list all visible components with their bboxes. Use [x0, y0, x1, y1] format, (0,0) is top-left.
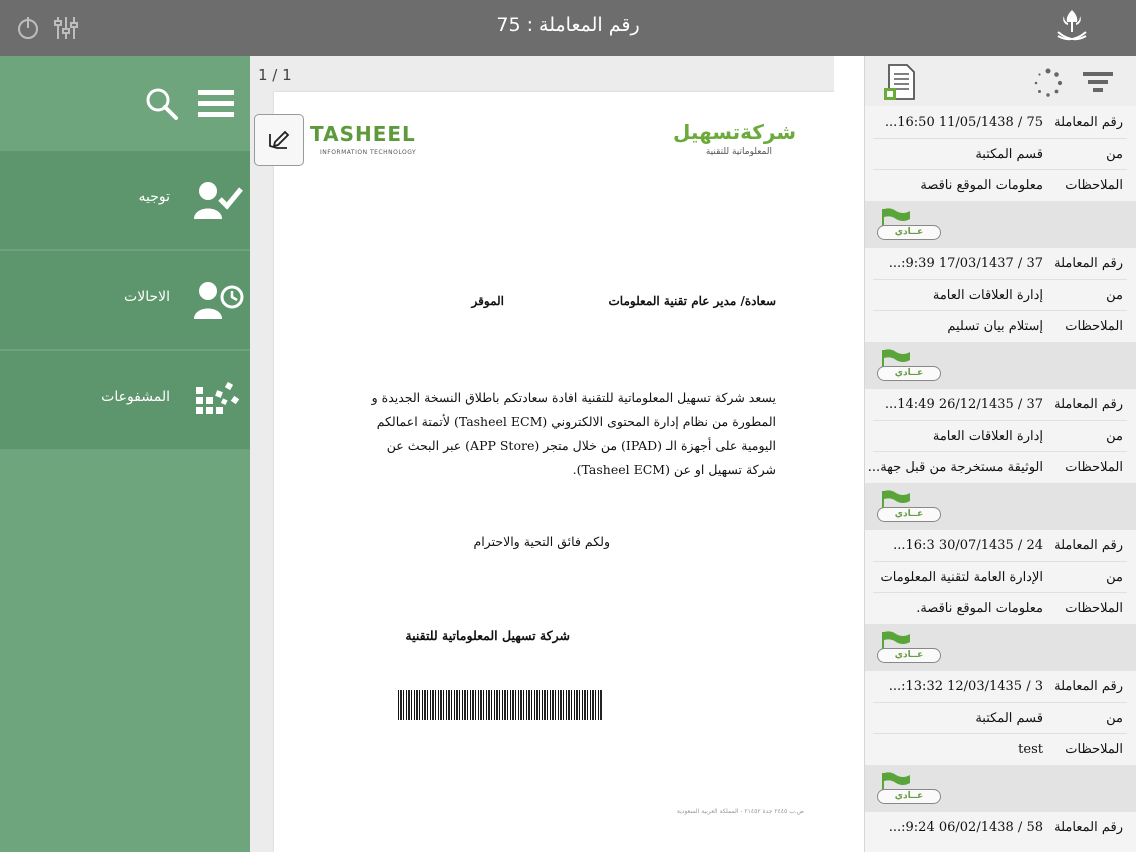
notes-label: الملاحظات — [1065, 319, 1123, 334]
sidebar-item-routing[interactable] — [0, 151, 250, 250]
number-label: رقم المعاملة — [1054, 679, 1123, 694]
transaction-number: 24 / 30/07/1435 16:3... — [893, 538, 1043, 553]
notes-label: الملاحظات — [1065, 601, 1123, 616]
barcode — [398, 690, 602, 720]
top-bar — [0, 0, 1136, 56]
transaction-notes: معلومات الموقع ناقصة — [920, 178, 1043, 193]
transaction-from: إدارة العلاقات العامة — [932, 288, 1043, 303]
transaction-notes: الوثيقة مستخرجة من قبل جهة... — [867, 460, 1043, 475]
letter-footer: ص.ب ٢٤٤٥ جدة ٢١٤٥٢ - المملكة العربية السعودية — [676, 808, 804, 815]
letter-honorific: الموقر — [471, 294, 504, 308]
transaction-number: 3 / 12/03/1435 13:32:... — [888, 679, 1043, 694]
card-footer — [865, 201, 1136, 248]
number-label: رقم المعاملة — [1054, 256, 1123, 271]
sidebar-item-label: المشفوعات — [101, 389, 170, 405]
transaction-from: قسم المكتبة — [975, 147, 1043, 162]
transaction-notes: test — [1018, 742, 1043, 757]
notes-label: الملاحظات — [1065, 178, 1123, 193]
transaction-notes: إستلام بيان تسليم — [947, 319, 1043, 334]
transaction-card[interactable] — [865, 812, 1136, 852]
sidebar-header — [0, 56, 250, 151]
sidebar-item-label: توجيه — [138, 189, 170, 205]
transaction-number: 58 / 06/02/1438 9:24:... — [888, 820, 1043, 835]
letter-regards: ولكم فائق التحية والاحترام — [473, 534, 610, 549]
transaction-number: 75 / 11/05/1438 16:50... — [884, 115, 1043, 130]
user-check-icon — [192, 177, 244, 223]
edit-note-icon — [267, 128, 291, 152]
letter-body: يسعد شركة تسهيل المعلوماتية للتقنية افادة سعادتكم باطلاق النسخة الجديدة و المطورة من نظام إدارة المحتوى الالكتروني (Tasheel ECM) لأتمتة اعمالكم اليومية على أجهزة الـ (IPAD) من خلال متجر (APP Store) عبر البحث عن شركة تسهيل او عن (Tasheel ECM). — [371, 390, 776, 477]
green-flag-icon — [881, 771, 911, 791]
transaction-card[interactable] — [865, 248, 1136, 389]
transaction-card[interactable] — [865, 530, 1136, 671]
tasheel-logo-ar-sub: المعلوماتية للتقنية — [705, 147, 772, 157]
number-label: رقم المعاملة — [1054, 820, 1123, 835]
from-label: من — [1106, 570, 1123, 585]
from-label: من — [1106, 429, 1123, 444]
priority-badge: عــادي — [877, 225, 941, 240]
filter-icon[interactable] — [1083, 70, 1113, 94]
from-label: من — [1106, 288, 1123, 303]
transaction-number: 37 / 26/12/1435 14:49... — [884, 397, 1043, 412]
page-indicator: 1 / 1 — [258, 66, 292, 84]
from-label: من — [1106, 711, 1123, 726]
transaction-title: رقم المعاملة : 75 — [496, 14, 640, 36]
green-flag-icon — [881, 207, 911, 227]
tasheel-logo-ar: شركةتسهيل — [673, 120, 796, 144]
green-flag-icon — [881, 489, 911, 509]
priority-badge: عــادي — [877, 366, 941, 381]
transaction-from: إدارة العلاقات العامة — [932, 429, 1043, 444]
notes-label: الملاحظات — [1065, 742, 1123, 757]
number-label: رقم المعاملة — [1054, 115, 1123, 130]
sidebar-item-attachments[interactable] — [0, 351, 250, 450]
document-viewer[interactable] — [250, 56, 864, 852]
menu-icon[interactable] — [198, 90, 234, 118]
priority-badge: عــادي — [877, 648, 941, 663]
saudi-emblem-icon — [1052, 8, 1092, 48]
transaction-card[interactable] — [865, 671, 1136, 812]
search-icon[interactable] — [145, 87, 179, 121]
card-footer — [865, 624, 1136, 671]
number-label: رقم المعاملة — [1054, 538, 1123, 553]
document-list-icon[interactable] — [883, 64, 917, 100]
letter-salutation: سعادة/ مدير عام تقنية المعلومات — [608, 294, 776, 308]
annotate-button[interactable] — [254, 114, 304, 166]
sidebar-item-label: الاحالات — [124, 289, 170, 305]
transactions-toolbar — [865, 56, 1136, 106]
transaction-from: الإدارة العامة لتقنية المعلومات — [880, 570, 1043, 585]
green-flag-icon — [881, 348, 911, 368]
card-footer — [865, 342, 1136, 389]
number-label: رقم المعاملة — [1054, 397, 1123, 412]
transaction-from: قسم المكتبة — [975, 711, 1043, 726]
notes-label: الملاحظات — [1065, 460, 1123, 475]
card-footer — [865, 483, 1136, 530]
priority-badge: عــادي — [877, 507, 941, 522]
priority-badge: عــادي — [877, 789, 941, 804]
letter-signature: شركة تسهيل المعلوماتية للتقنية — [405, 628, 570, 643]
document-margin — [834, 56, 864, 852]
green-flag-icon — [881, 630, 911, 650]
transaction-card[interactable] — [865, 389, 1136, 530]
transactions-panel — [864, 56, 1136, 852]
from-label: من — [1106, 147, 1123, 162]
tasheel-logo-en: TASHEEL — [310, 122, 416, 146]
attachments-grid-icon — [192, 377, 244, 423]
transaction-number: 37 / 17/03/1437 9:39:... — [888, 256, 1043, 271]
transaction-card[interactable] — [865, 107, 1136, 248]
refresh-spinner-icon[interactable] — [1033, 68, 1063, 98]
sidebar-item-referrals[interactable] — [0, 251, 250, 350]
tasheel-logo-en-sub: INFORMATION TECHNOLOGY — [320, 149, 417, 156]
transaction-notes: معلومات الموقع ناقصة. — [916, 601, 1043, 616]
sidebar — [0, 56, 250, 852]
user-clock-icon — [192, 277, 244, 323]
document-page — [274, 92, 834, 852]
card-footer — [865, 765, 1136, 812]
